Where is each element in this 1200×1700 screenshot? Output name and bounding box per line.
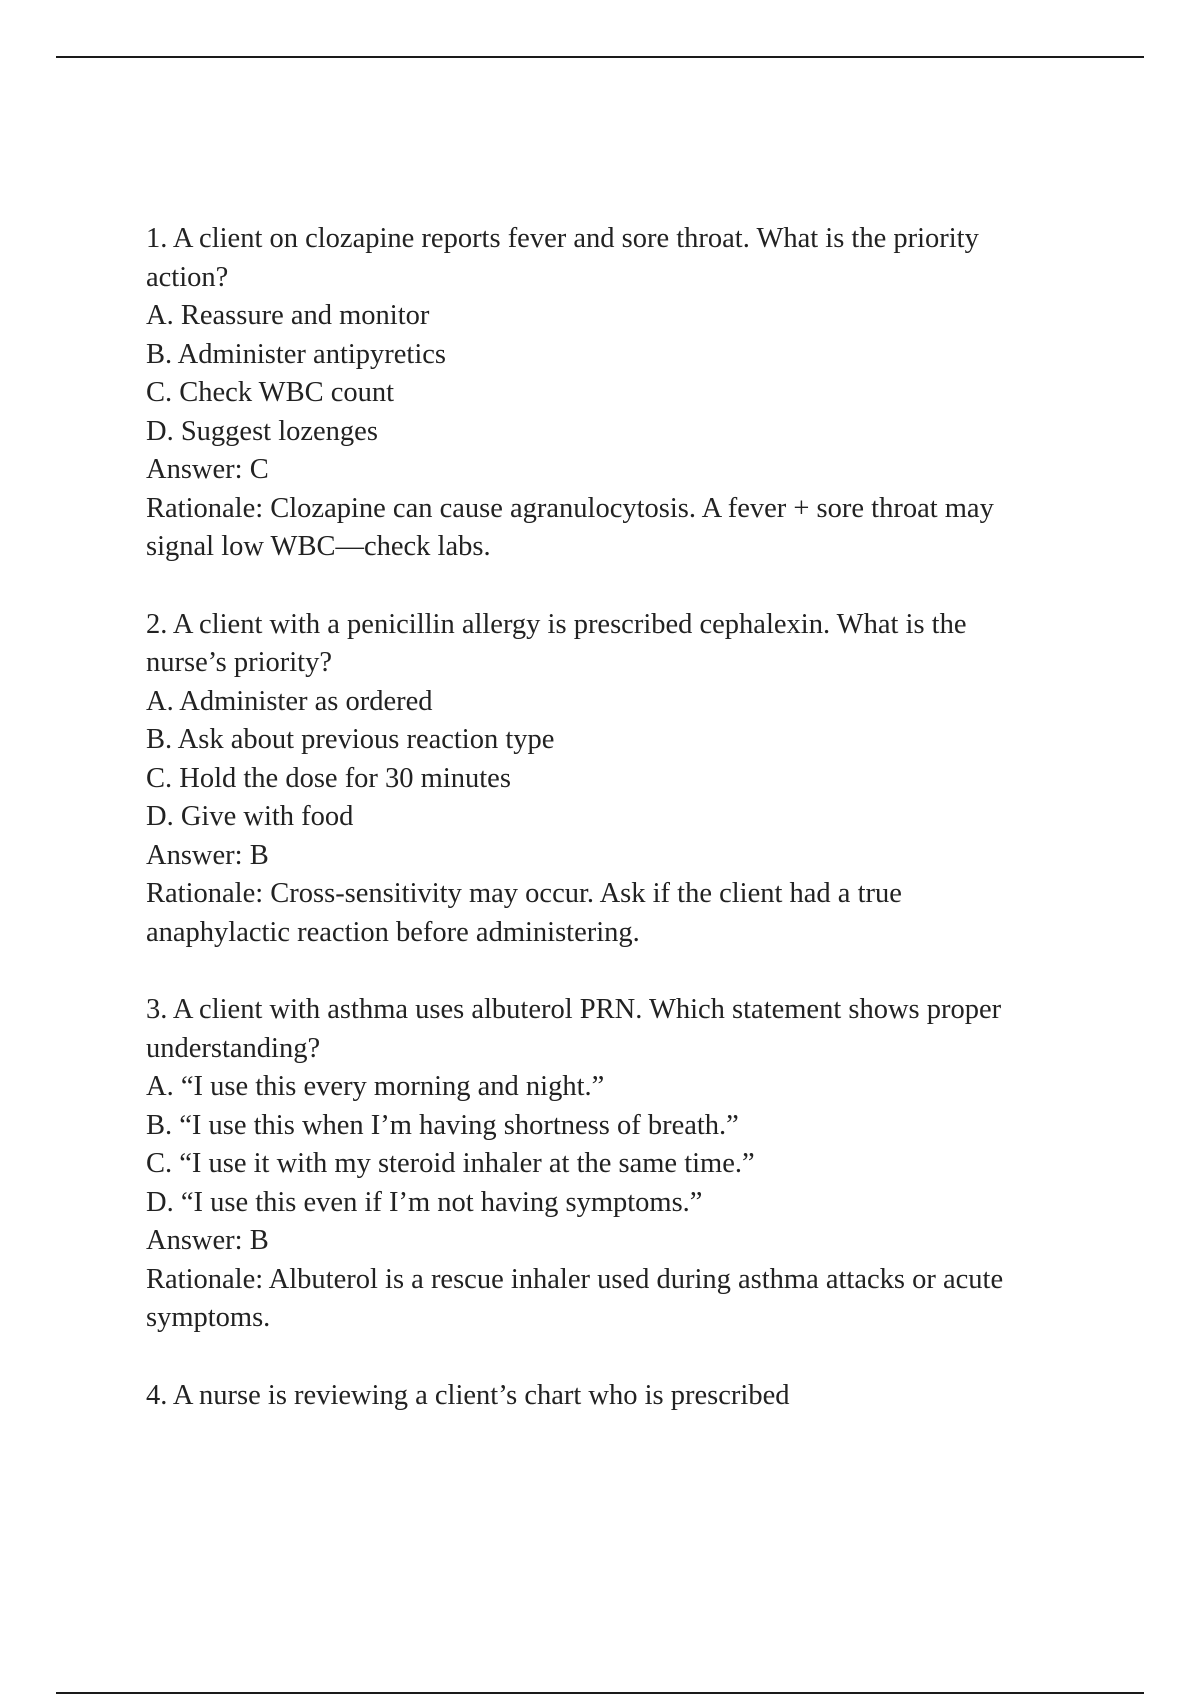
option-a: A. “I use this every morning and night.” [146,1071,605,1102]
option-b: B. Administer antipyretics [146,338,447,370]
rationale: Rationale: Albuterol is a rescue inhaler used during asthma attacks or acute symptoms. [146,1263,1004,1333]
option-a: A. Reassure and monitor [146,300,430,331]
question-stem: 4. A nurse is reviewing a client’s chart who is prescribed [146,1379,790,1411]
document-body [146,220,1046,1415]
rationale: Rationale: Clozapine can cause agranulocytosis. A fever + sore throat may signal low WBC—check labs. [146,492,994,562]
question-stem: 3. A client with asthma uses albuterol PRN. Which statement shows proper understanding? [146,994,1002,1064]
option-c: C. Check WBC count [146,377,395,408]
answer: Answer: C [146,454,269,485]
option-c: C. “I use it with my steroid inhaler at the same time.” [146,1148,755,1179]
option-b: B. “I use this when I’m having shortness of breath.” [146,1109,739,1141]
question-1 [146,220,1046,567]
question-stem: 1. A client on clozapine reports fever and sore throat. What is the priority action? [146,223,979,293]
rationale: Rationale: Cross-sensitivity may occur. Ask if the client had a true anaphylactic reaction before administering. [146,878,902,948]
bottom-rule [56,1692,1144,1694]
option-b: B. Ask about previous reaction type [146,724,555,755]
option-a: A. Administer as ordered [146,685,433,717]
question-stem: 2. A client with a penicillin allergy is prescribed cephalexin. What is the nurse’s priority? [146,608,967,678]
option-d: D. “I use this even if I’m not having symptoms.” [146,1186,703,1218]
option-d: D. Suggest lozenges [146,415,378,447]
answer: Answer: B [146,839,269,871]
question-4 [146,1377,1046,1416]
question-3 [146,991,1046,1338]
option-d: D. Give with food [146,801,354,832]
option-c: C. Hold the dose for 30 minutes [146,762,511,794]
answer: Answer: B [146,1225,269,1256]
top-rule [56,56,1144,58]
question-2 [146,606,1046,953]
